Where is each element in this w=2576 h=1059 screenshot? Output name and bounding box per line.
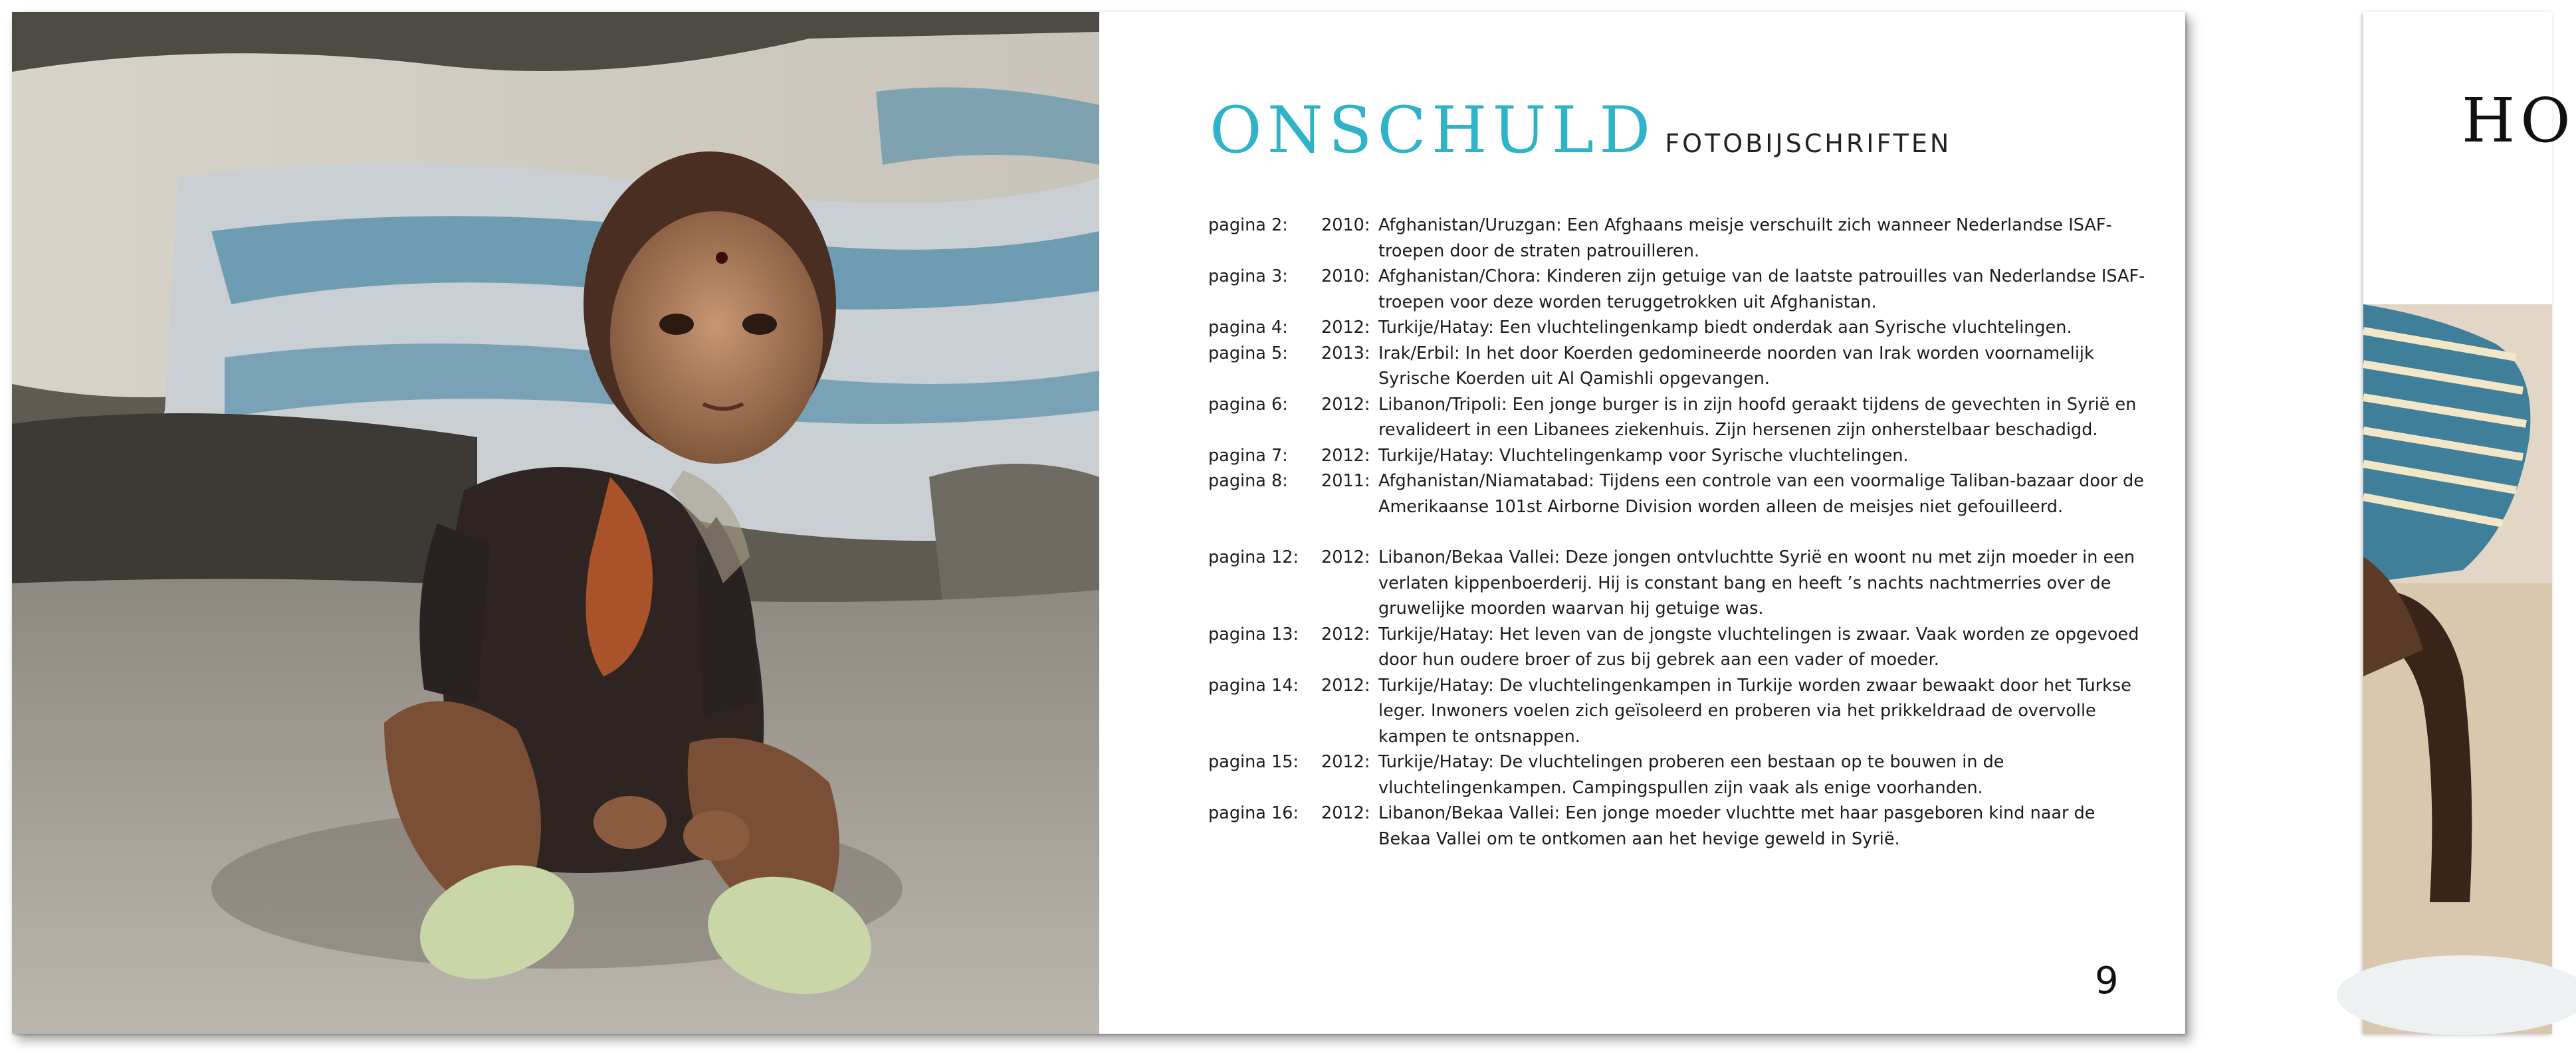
caption-row	[1208, 468, 2152, 520]
caption-text: Afghanistan/Niamatabad: Tijdens een controle van een voormalige Taliban-bazaar door de Amerikaanse 101st Airborne Division worden alleen de meisjes niet gefouilleerd.	[1378, 471, 2144, 517]
caption-page-ref: pagina 4:	[1208, 318, 1288, 337]
caption-text: Turkije/Hatay: Het leven van de jongste vluchtelingen is zwaar. Vaak worden ze opgevoed door hun oudere broer of zus bij gebrek aan een vader of moeder.	[1378, 624, 2139, 670]
caption-year: 2012:	[1321, 318, 1370, 337]
caption-year: 2012:	[1321, 445, 1370, 466]
next-page-photo-illustration	[2363, 304, 2552, 1034]
caption-row	[1208, 443, 2152, 469]
caption-page	[1099, 12, 2185, 1034]
next-page-heading: HO	[2462, 85, 2576, 156]
page-number: 9	[2095, 959, 2119, 1003]
caption-text: Afghanistan/Chora: Kinderen zijn getuige van de laatste patrouilles van Nederlandse ISAF-troepen voor deze worden teruggetrokken uit Afghanistan.	[1378, 266, 2145, 312]
caption-year: 2012:	[1321, 803, 1370, 823]
caption-page-ref: pagina 16:	[1208, 803, 1299, 823]
caption-text: Libanon/Bekaa Vallei: Deze jongen ontvluchtte Syrië en woont nu met zijn moeder in een verlaten kippenboerderij. Hij is constant bang en heeft ’s nachts nachtmerries over de gruwelijke moorden waarvan hij getuige was.	[1378, 547, 2135, 619]
caption-text: Turkije/Hatay: De vluchtelingenkampen in Turkije worden zwaar bewaakt door het Turkse leger. Inwoners voelen zich geïsoleerd en proberen via het prikkeldraad de overvolle kampen te ontsnappen.	[1378, 675, 2131, 747]
caption-year: 2011:	[1321, 471, 1370, 491]
child-photo	[12, 12, 1099, 1034]
caption-text: Libanon/Tripoli: Een jonge burger is in zijn hoofd geraakt tijdens de gevechten in Syrië en revalideert in een Libanees ziekenhuis. Zijn hersenen zijn onherstelbaar beschadigd.	[1378, 394, 2137, 440]
caption-row	[1208, 801, 2152, 852]
caption-year: 2012:	[1321, 547, 1370, 567]
caption-row	[1208, 392, 2152, 443]
caption-page-ref: pagina 5:	[1208, 343, 1288, 363]
caption-text: Afghanistan/Uruzgan: Een Afghaans meisje verschuilt zich wanneer Nederlandse ISAF-troepen door de straten patrouilleren.	[1378, 215, 2112, 261]
caption-page-ref: pagina 6:	[1208, 394, 1288, 415]
caption-page-ref: pagina 7:	[1208, 445, 1288, 466]
next-page-photo	[2363, 304, 2552, 1034]
caption-page-ref: pagina 14:	[1208, 675, 1299, 696]
caption-year: 2012:	[1321, 675, 1370, 696]
caption-text: Turkije/Hatay: Vluchtelingenkamp voor Syrische vluchtelingen.	[1378, 445, 1909, 466]
caption-year: 2012:	[1321, 624, 1370, 644]
page-heading	[1210, 93, 1951, 167]
caption-row	[1208, 264, 2152, 315]
caption-text: Turkije/Hatay: Een vluchtelingenkamp biedt onderdak aan Syrische vluchtelingen.	[1378, 318, 2072, 337]
caption-year: 2010:	[1321, 266, 1370, 286]
caption-page-ref: pagina 3:	[1208, 266, 1288, 286]
caption-page-ref: pagina 15:	[1208, 752, 1299, 772]
caption-text: Irak/Erbil: In het door Koerden gedomineerde noorden van Irak worden voornamelijk Syrische Koerden uit Al Qamishli opgevangen.	[1378, 343, 2094, 389]
caption-text: Libanon/Bekaa Vallei: Een jonge moeder vluchtte met haar pasgeboren kind naar de Bekaa Vallei om te ontkomen aan het hevige geweld in Syrië.	[1378, 803, 2095, 849]
book-spread	[12, 12, 2185, 1034]
caption-row	[1208, 213, 2152, 264]
caption-year: 2012:	[1321, 394, 1370, 415]
caption-page-ref: pagina 12:	[1208, 547, 1299, 567]
caption-year: 2012:	[1321, 752, 1370, 772]
caption-row	[1208, 673, 2152, 750]
heading-title: ONSCHULD	[1210, 93, 1656, 167]
heading-subtitle: FOTOBIJSCHRIFTEN	[1665, 129, 1952, 158]
caption-spacer	[1208, 520, 2152, 545]
next-page-preview	[2363, 12, 2576, 1034]
caption-row	[1208, 749, 2152, 801]
caption-page-ref: pagina 2:	[1208, 215, 1288, 235]
caption-year: 2013:	[1321, 343, 1370, 363]
caption-row	[1208, 545, 2152, 622]
caption-year: 2010:	[1321, 215, 1370, 235]
caption-row	[1208, 315, 2152, 341]
caption-row	[1208, 622, 2152, 673]
child-photo-illustration	[12, 12, 1099, 1034]
caption-text: Turkije/Hatay: De vluchtelingen proberen een bestaan op te bouwen in de vluchtelingenkampen. Campingspullen zijn vaak als enige voorhanden.	[1378, 752, 2004, 798]
caption-page-ref: pagina 8:	[1208, 471, 1288, 491]
caption-page-ref: pagina 13:	[1208, 624, 1299, 644]
caption-row	[1208, 341, 2152, 392]
photo-captions-list	[1208, 213, 2152, 852]
